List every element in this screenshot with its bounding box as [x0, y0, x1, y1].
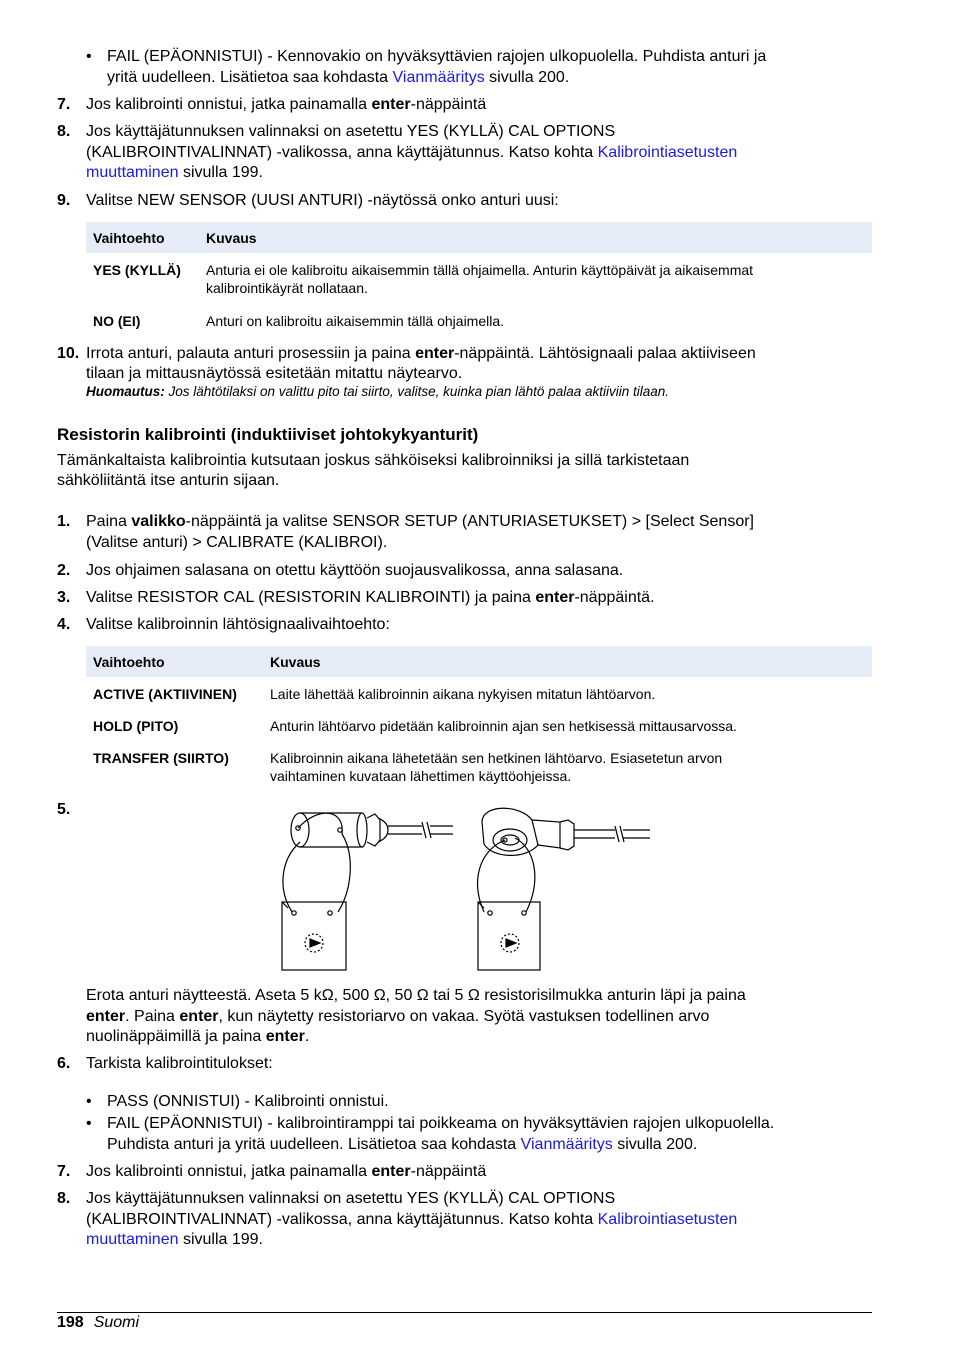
sensor-toroid-view [478, 808, 650, 912]
bullet-dot: • [86, 48, 92, 65]
step-number: 3. [57, 589, 71, 606]
intro-line1: Tämänkaltaista kalibrointia kutsutaan joskus sähköiseksi kalibroinniksi ja sillä tarkistetaan [57, 452, 690, 469]
step-number: 6. [57, 1055, 71, 1072]
step-number: 7. [57, 96, 71, 113]
kalibrointiasetusten-link[interactable]: Kalibrointiasetusten [597, 1211, 738, 1228]
section-heading: Resistorin kalibrointi (induktiiviset johtokykyanturit) [57, 425, 479, 444]
step-number: 10. [57, 345, 80, 362]
s1-line1: Paina valikko-näppäintä ja valitse SENSOR SETUP (ANTURIASETUKSET) > [Select Sensor] [86, 513, 754, 530]
table-header [86, 222, 872, 253]
step-number: 5. [57, 801, 71, 818]
s5-line2: enter. Paina enter, kun näytetty resistoriarvo on vakaa. Syötä vastuksen todellinen arvo [86, 1008, 710, 1025]
table-header-description: Kuvaus [270, 654, 321, 670]
table-cell-option: ACTIVE (AKTIIVINEN) [93, 686, 237, 702]
table-cell-description: Anturi on kalibroitu aikaisemmin tällä ohjaimella. [206, 313, 505, 329]
table-header-option: Vaihtoehto [93, 654, 165, 670]
resistor-box [282, 902, 346, 970]
s8-line3: muuttaminen sivulla 199. [86, 1231, 263, 1248]
step7-text: Jos kalibrointi onnistui, jatka painamalla enter-näppäintä [86, 96, 487, 113]
page-number: 198 [57, 1314, 84, 1331]
step-number: 7. [57, 1163, 71, 1180]
page-footer [57, 1313, 139, 1333]
s5-line3: nuolinäppäimillä ja paina enter. [86, 1028, 310, 1045]
step9-text: Valitse NEW SENSOR (UUSI ANTURI) -näytössä onko anturi uusi: [86, 192, 559, 209]
table-cell-description: kalibrointikäyrät nollataan. [206, 280, 368, 296]
bullet-dot: • [86, 1115, 92, 1132]
s7-text: Jos kalibrointi onnistui, jatka painamalla enter-näppäintä [86, 1163, 487, 1180]
table-cell-option: NO (EI) [93, 313, 141, 329]
step-number: 9. [57, 192, 71, 209]
s4-text: Valitse kalibroinnin lähtösignaalivaihtoehto: [86, 616, 390, 633]
s8-line2: (KALIBROINTIVALINNAT) -valikossa, anna käyttäjätunnus. Katso kohta Kalibrointiasetusten [86, 1211, 738, 1228]
step-number: 8. [57, 1190, 71, 1207]
fail2-line1: FAIL (EPÄONNISTUI) - kalibrointiramppi tai poikkeama on hyväksyttävien rajojen ulkopuolella. [107, 1115, 775, 1132]
note: Huomautus: Jos lähtötilaksi on valittu pito tai siirto, valitse, kuinka pian lähtö palaa aktiiviin tilaan. [86, 384, 670, 399]
s3-text: Valitse RESISTOR CAL (RESISTORIN KALIBROINTI) ja paina enter-näppäintä. [86, 589, 655, 606]
table-cell-description: Anturia ei ole kalibroitu aikaisemmin tällä ohjaimella. Anturin käyttöpäivät ja aikaisemmat [206, 262, 754, 278]
resistor-box [478, 902, 540, 970]
fail-bullet-line2: yritä uudelleen. Lisätietoa saa kohdasta Vianmääritys sivulla 200. [107, 69, 570, 86]
table-cell-option: YES (KYLLÄ) [93, 262, 181, 278]
step10-line1: Irrota anturi, palauta anturi prosessiin ja paina enter-näppäintä. Lähtösignaali palaa aktiiviseen [86, 345, 756, 362]
footer-language: Suomi [93, 1314, 140, 1331]
table-cell-option: TRANSFER (SIIRTO) [93, 750, 229, 766]
step8-line2: (KALIBROINTIVALINNAT) -valikossa, anna käyttäjätunnus. Katso kohta Kalibrointiasetusten [86, 144, 738, 161]
step8-line1: Jos käyttäjätunnuksen valinnaksi on asetettu YES (KYLLÄ) CAL OPTIONS [86, 123, 616, 140]
table-cell-description: vaihtaminen kuvataan lähettimen käyttöohjeissa. [270, 768, 572, 784]
table-cell-description: Laite lähettää kalibroinnin aikana nykyisen mitatun lähtöarvon. [270, 686, 656, 702]
s8-line1: Jos käyttäjätunnuksen valinnaksi on asetettu YES (KYLLÄ) CAL OPTIONS [86, 1190, 616, 1207]
step10-line2: tilaan ja mittausnäytössä esitetään mitattu näytearvo. [86, 365, 463, 382]
vianmaaritys-link[interactable]: Vianmääritys [392, 69, 485, 86]
s2-text: Jos ohjaimen salasana on otettu käyttöön suojausvalikossa, anna salasana. [86, 562, 624, 579]
muuttaminen-link[interactable]: muuttaminen [86, 1231, 179, 1248]
table-cell-description: Kalibroinnin aikana lähetetään sen hetkinen lähtöarvo. Esiasetetun arvon [270, 750, 723, 766]
step-number: 8. [57, 123, 71, 140]
step-number: 2. [57, 562, 71, 579]
table-header-description: Kuvaus [206, 230, 257, 246]
kalibrointiasetusten-link[interactable]: Kalibrointiasetusten [597, 144, 738, 161]
step8-line3: muuttaminen sivulla 199. [86, 164, 263, 181]
muuttaminen-link[interactable]: muuttaminen [86, 164, 179, 181]
intro-line2: sähköliitäntä itse anturin sijaan. [57, 472, 280, 489]
pass-bullet: PASS (ONNISTUI) - Kalibrointi onnistui. [107, 1093, 389, 1110]
fail-bullet-line1: FAIL (EPÄONNISTUI) - Kennovakio on hyväksyttävien rajojen ulkopuolella. Puhdista anturi ja [107, 48, 767, 65]
sensor-side-view [283, 813, 453, 912]
bullet-dot: • [86, 1093, 92, 1110]
resistor-loop-illustration [270, 800, 670, 980]
vianmaaritys-link[interactable]: Vianmääritys [520, 1136, 613, 1153]
step-number: 4. [57, 616, 71, 633]
s1-line2: (Valitse anturi) > CALIBRATE (KALIBROI). [86, 534, 388, 551]
step-number: 1. [57, 513, 71, 530]
table-cell-description: Anturin lähtöarvo pidetään kalibroinnin ajan sen hetkisessä mittausarvossa. [270, 718, 737, 734]
footer-divider [57, 1312, 872, 1313]
s5-line1: Erota anturi näytteestä. Aseta 5 kΩ, 500 Ω, 50 Ω tai 5 Ω resistorisilmukka anturin läpi ja paina [86, 987, 746, 1004]
table-header [86, 646, 872, 677]
s6-text: Tarkista kalibrointitulokset: [86, 1055, 273, 1072]
fail2-line2: Puhdista anturi ja yritä uudelleen. Lisätietoa saa kohdasta Vianmääritys sivulla 200. [107, 1136, 698, 1153]
table-cell-option: HOLD (PITO) [93, 718, 179, 734]
table-header-option: Vaihtoehto [93, 230, 165, 246]
